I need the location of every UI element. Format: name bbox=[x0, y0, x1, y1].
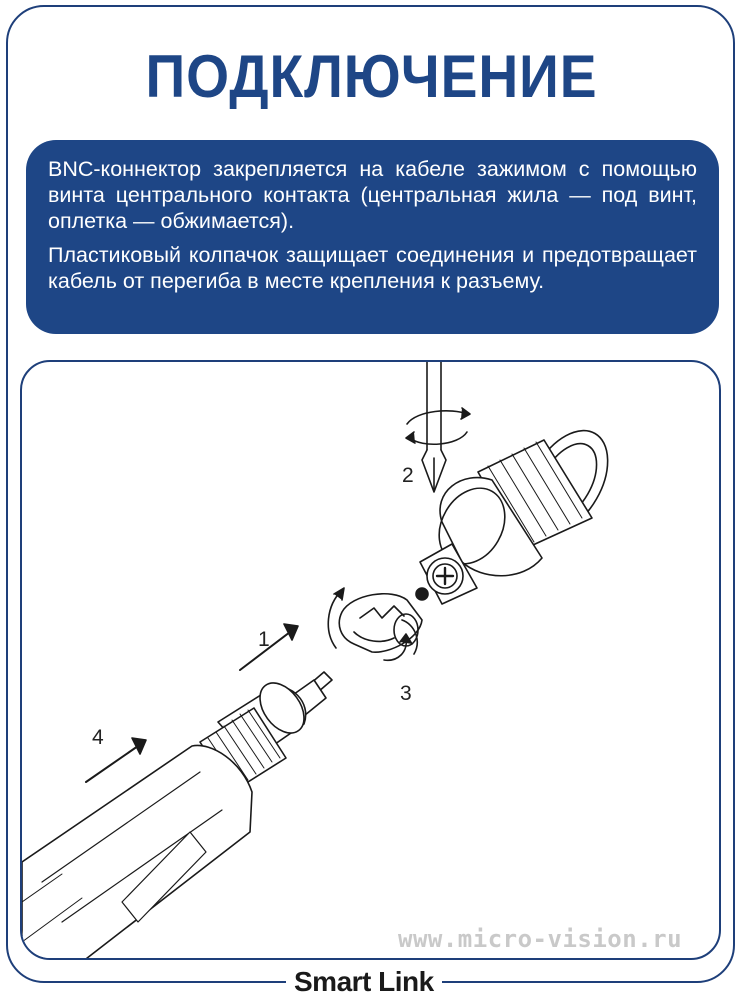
step-label-1: 1 bbox=[258, 628, 270, 651]
brand-logo: Smart Link bbox=[286, 966, 442, 998]
connection-diagram bbox=[20, 360, 721, 960]
page-title: ПОДКЛЮЧЕНИЕ bbox=[145, 43, 598, 110]
step-label-2: 2 bbox=[402, 464, 414, 487]
bnc-connector-icon bbox=[416, 417, 624, 604]
watermark: www.micro-vision.ru bbox=[398, 925, 683, 953]
center-contact-icon bbox=[339, 594, 422, 654]
rotate-arrows-icon bbox=[406, 408, 470, 444]
info-paragraph-1: BNC-коннектор закрепляется на кабеле зажимом с помощью винта центрального контакта (центральная жила — под винт, оплетка — обжимается). bbox=[48, 157, 697, 233]
info-paragraph-2: Пластиковый колпачок защищает соединения и предотвращает кабель от перегиба в месте крепления к разъему. bbox=[48, 243, 697, 293]
info-box bbox=[26, 140, 719, 334]
screwdriver-icon bbox=[422, 362, 446, 492]
step-label-3: 3 bbox=[400, 682, 412, 705]
cable-boot-icon bbox=[22, 672, 332, 960]
bnc-assembly-illustration bbox=[22, 362, 721, 960]
step-label-4: 4 bbox=[92, 726, 104, 749]
